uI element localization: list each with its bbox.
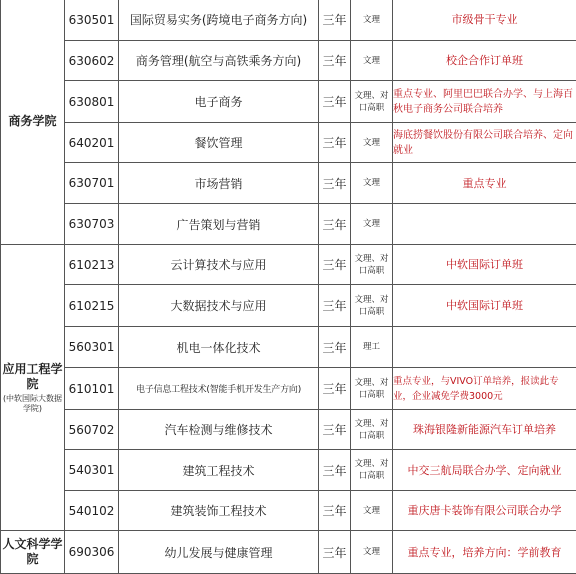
table-row bbox=[1, 531, 576, 574]
admission-subject: 文理、对口高职 bbox=[351, 368, 393, 410]
admission-subject: 文理 bbox=[351, 0, 393, 41]
major-name: 机电一体化技术 bbox=[119, 327, 319, 368]
college-cell bbox=[1, 531, 65, 574]
study-years: 三年 bbox=[319, 531, 351, 574]
major-name: 国际贸易实务(跨境电子商务方向) bbox=[119, 0, 319, 41]
admission-subject: 文理、对口高职 bbox=[351, 245, 393, 285]
major-code: 630703 bbox=[65, 204, 119, 245]
college-name: 人文科学学院 bbox=[2, 537, 62, 566]
table-row bbox=[1, 285, 576, 327]
study-years: 三年 bbox=[319, 123, 351, 163]
major-code: 560702 bbox=[65, 410, 119, 450]
table-row bbox=[1, 204, 576, 245]
admission-subject: 文理、对口高职 bbox=[351, 450, 393, 491]
major-name: 餐饮管理 bbox=[119, 123, 319, 163]
study-years: 三年 bbox=[319, 450, 351, 491]
major-name: 电子信息工程技术(智能手机开发生产方向) bbox=[119, 368, 319, 410]
major-name: 市场营销 bbox=[119, 163, 319, 204]
major-code: 610215 bbox=[65, 285, 119, 327]
admission-subject: 文理、对口高职 bbox=[351, 285, 393, 327]
major-name: 建筑装饰工程技术 bbox=[119, 491, 319, 531]
major-code: 690306 bbox=[65, 531, 119, 574]
major-name: 广告策划与营销 bbox=[119, 204, 319, 245]
college-cell bbox=[1, 0, 65, 245]
major-name: 汽车检测与维修技术 bbox=[119, 410, 319, 450]
major-code: 630501 bbox=[65, 0, 119, 41]
major-code: 540301 bbox=[65, 450, 119, 491]
major-note: 中软国际订单班 bbox=[393, 245, 576, 285]
major-code: 630701 bbox=[65, 163, 119, 204]
major-code: 630801 bbox=[65, 81, 119, 123]
major-name: 云计算技术与应用 bbox=[119, 245, 319, 285]
major-note: 海底捞餐饮股份有限公司联合培养、定向就业 bbox=[393, 123, 576, 163]
study-years: 三年 bbox=[319, 327, 351, 368]
major-note: 重点专业，与VIVO订单培养，报读此专业，企业减免学费3000元 bbox=[393, 368, 576, 410]
study-years: 三年 bbox=[319, 41, 351, 81]
major-note: 市级骨干专业 bbox=[393, 0, 576, 41]
major-code: 640201 bbox=[65, 123, 119, 163]
major-code: 610213 bbox=[65, 245, 119, 285]
admission-subject: 文理 bbox=[351, 163, 393, 204]
major-name: 电子商务 bbox=[119, 81, 319, 123]
table-row bbox=[1, 368, 576, 410]
study-years: 三年 bbox=[319, 81, 351, 123]
study-years: 三年 bbox=[319, 0, 351, 41]
admission-subject: 文理 bbox=[351, 531, 393, 574]
table-row bbox=[1, 450, 576, 491]
table-row bbox=[1, 327, 576, 368]
study-years: 三年 bbox=[319, 491, 351, 531]
study-years: 三年 bbox=[319, 410, 351, 450]
major-code: 610101 bbox=[65, 368, 119, 410]
table-row bbox=[1, 123, 576, 163]
college-cell bbox=[1, 245, 65, 531]
study-years: 三年 bbox=[319, 285, 351, 327]
major-note: 珠海银隆新能源汽车订单培养 bbox=[393, 410, 576, 450]
study-years: 三年 bbox=[319, 204, 351, 245]
major-note: 重点专业、阿里巴巴联合办学、与上海百秋电子商务公司联合培养 bbox=[393, 81, 576, 123]
major-note: 中交三航局联合办学、定向就业 bbox=[393, 450, 576, 491]
admission-subject: 文理、对口高职 bbox=[351, 410, 393, 450]
major-note: 重点专业，培养方向：学前教育 bbox=[393, 531, 576, 574]
major-code: 540102 bbox=[65, 491, 119, 531]
table-row bbox=[1, 491, 576, 531]
admission-subject: 文理 bbox=[351, 123, 393, 163]
major-name: 商务管理(航空与高铁乘务方向) bbox=[119, 41, 319, 81]
major-note: 重点专业 bbox=[393, 163, 576, 204]
college-subtitle: (中软国际大数据学院) bbox=[1, 394, 64, 414]
admission-subject: 文理、对口高职 bbox=[351, 81, 393, 123]
admission-subject: 文理 bbox=[351, 41, 393, 81]
study-years: 三年 bbox=[319, 368, 351, 410]
table-row bbox=[1, 163, 576, 204]
table-row bbox=[1, 81, 576, 123]
table-row bbox=[1, 0, 576, 41]
admission-subject: 文理 bbox=[351, 204, 393, 245]
major-note: 重庆唐卡装饰有限公司联合办学 bbox=[393, 491, 576, 531]
major-name: 建筑工程技术 bbox=[119, 450, 319, 491]
table-row bbox=[1, 41, 576, 81]
major-code: 560301 bbox=[65, 327, 119, 368]
table-row bbox=[1, 245, 576, 285]
study-years: 三年 bbox=[319, 245, 351, 285]
admission-subject: 文理 bbox=[351, 491, 393, 531]
major-name: 幼儿发展与健康管理 bbox=[119, 531, 319, 574]
major-note: 中软国际订单班 bbox=[393, 285, 576, 327]
major-note: 校企合作订单班 bbox=[393, 41, 576, 81]
major-note bbox=[393, 204, 576, 245]
major-note bbox=[393, 327, 576, 368]
admission-subject: 理工 bbox=[351, 327, 393, 368]
college-name: 商务学院 bbox=[8, 114, 56, 128]
college-name: 应用工程学院 bbox=[2, 362, 62, 391]
major-code: 630602 bbox=[65, 41, 119, 81]
table-row bbox=[1, 410, 576, 450]
major-name: 大数据技术与应用 bbox=[119, 285, 319, 327]
study-years: 三年 bbox=[319, 163, 351, 204]
